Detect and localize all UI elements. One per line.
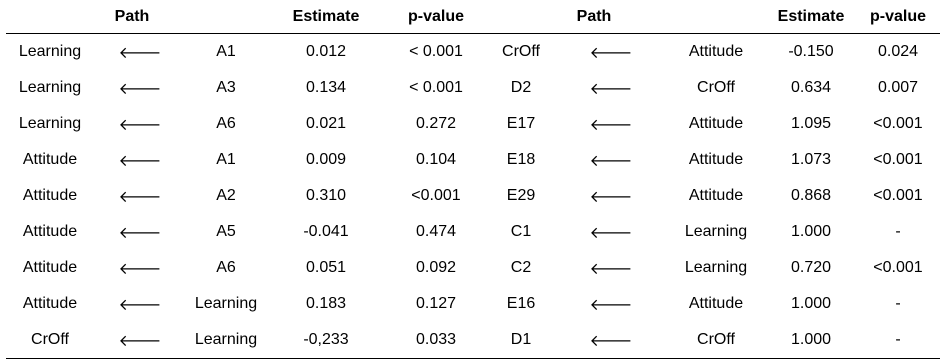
header-path-right: Path xyxy=(576,7,612,25)
left-predictor-cell: A5 xyxy=(216,223,236,240)
right-estimate-cell: 1.000 xyxy=(790,223,832,240)
right-estimate-cell: 1.000 xyxy=(790,295,832,312)
left-predictor-cell: A1 xyxy=(216,43,236,60)
table-row xyxy=(6,142,940,178)
left-estimate-cell: 0.134 xyxy=(305,79,347,96)
left-dependent-cell: Learning xyxy=(18,79,82,96)
right-pvalue-cell: - xyxy=(895,295,901,312)
left-dependent-cell: CrOff xyxy=(31,331,69,348)
table-row xyxy=(6,70,940,106)
path-estimates-table xyxy=(6,0,940,359)
left-pvalue-cell: 0.474 xyxy=(415,223,457,240)
left-pvalue-cell: <0.001 xyxy=(411,187,461,204)
right-arrow-icon: 🡐 xyxy=(589,223,633,242)
right-estimate-cell: 1.000 xyxy=(790,331,832,348)
right-dependent-cell: E29 xyxy=(506,187,536,204)
left-estimate-cell: 0.051 xyxy=(305,259,347,276)
right-pvalue-cell: <0.001 xyxy=(873,187,923,204)
right-predictor-cell: Attitude xyxy=(688,151,744,168)
right-predictor-cell: Attitude xyxy=(688,295,744,312)
table-row xyxy=(6,250,940,286)
header-path-left: Path xyxy=(114,7,150,25)
left-estimate-cell: -0,233 xyxy=(303,331,349,348)
right-dependent-cell: CrOff xyxy=(502,43,540,60)
left-predictor-cell: A6 xyxy=(216,259,236,276)
right-estimate-cell: 0.720 xyxy=(790,259,832,276)
left-predictor-cell: Learning xyxy=(194,295,258,312)
left-arrow-icon: 🡐 xyxy=(118,151,162,170)
table-row xyxy=(6,322,940,359)
left-estimate-cell: 0.310 xyxy=(305,187,347,204)
right-pvalue-cell: 0.024 xyxy=(877,43,919,60)
right-arrow-icon: 🡐 xyxy=(589,331,633,350)
right-predictor-cell: Learning xyxy=(684,223,748,240)
left-pvalue-cell: < 0.001 xyxy=(409,43,463,60)
left-estimate-cell: 0.021 xyxy=(305,115,347,132)
left-arrow-icon: 🡐 xyxy=(118,295,162,314)
right-dependent-cell: E17 xyxy=(506,115,536,132)
left-predictor-cell: A2 xyxy=(216,187,236,204)
table-header xyxy=(6,0,940,34)
left-predictor-cell: A6 xyxy=(216,115,236,132)
header-pvalue-left: p-value xyxy=(407,7,464,25)
left-estimate-cell: 0.009 xyxy=(305,151,347,168)
right-arrow-icon: 🡐 xyxy=(589,115,633,134)
left-dependent-cell: Attitude xyxy=(22,295,78,312)
header-pvalue-right: p-value xyxy=(869,7,926,25)
left-dependent-cell: Attitude xyxy=(22,259,78,276)
left-arrow-icon: 🡐 xyxy=(118,115,162,134)
right-dependent-cell: C2 xyxy=(510,259,532,276)
left-pvalue-cell: < 0.001 xyxy=(409,79,463,96)
header-empty xyxy=(666,0,766,34)
left-dependent-cell: Attitude xyxy=(22,223,78,240)
table-row xyxy=(6,286,940,322)
left-predictor-cell: Learning xyxy=(194,331,258,348)
left-dependent-cell: Learning xyxy=(18,115,82,132)
right-pvalue-cell: <0.001 xyxy=(873,115,923,132)
table-row xyxy=(6,178,940,214)
right-estimate-cell: 0.634 xyxy=(790,79,832,96)
left-arrow-icon: 🡐 xyxy=(118,43,162,62)
right-pvalue-cell: 0.007 xyxy=(877,79,919,96)
right-dependent-cell: E16 xyxy=(506,295,536,312)
right-predictor-cell: Attitude xyxy=(688,187,744,204)
left-pvalue-cell: 0.033 xyxy=(415,331,457,348)
left-estimate-cell: 0.183 xyxy=(305,295,347,312)
right-estimate-cell: 0.868 xyxy=(790,187,832,204)
right-pvalue-cell: <0.001 xyxy=(873,151,923,168)
left-dependent-cell: Attitude xyxy=(22,187,78,204)
right-estimate-cell: 1.095 xyxy=(790,115,832,132)
left-predictor-cell: A1 xyxy=(216,151,236,168)
left-pvalue-cell: 0.272 xyxy=(415,115,457,132)
right-predictor-cell: Learning xyxy=(684,259,748,276)
right-predictor-cell: Attitude xyxy=(688,43,744,60)
table-row xyxy=(6,34,940,71)
right-dependent-cell: E18 xyxy=(506,151,536,168)
table-row xyxy=(6,106,940,142)
left-arrow-icon: 🡐 xyxy=(118,259,162,278)
left-arrow-icon: 🡐 xyxy=(118,187,162,206)
right-predictor-cell: CrOff xyxy=(697,79,735,96)
table-row xyxy=(6,214,940,250)
header-estimate-left: Estimate xyxy=(292,7,360,25)
right-arrow-icon: 🡐 xyxy=(589,79,633,98)
right-estimate-cell: -0.150 xyxy=(788,43,834,60)
right-pvalue-cell: <0.001 xyxy=(873,259,923,276)
left-dependent-cell: Attitude xyxy=(22,151,78,168)
right-predictor-cell: CrOff xyxy=(697,331,735,348)
header-empty xyxy=(186,0,266,34)
left-estimate-cell: 0.012 xyxy=(305,43,347,60)
right-arrow-icon: 🡐 xyxy=(589,43,633,62)
left-arrow-icon: 🡐 xyxy=(118,223,162,242)
left-pvalue-cell: 0.092 xyxy=(415,259,457,276)
left-arrow-icon: 🡐 xyxy=(118,79,162,98)
right-estimate-cell: 1.073 xyxy=(790,151,832,168)
left-pvalue-cell: 0.104 xyxy=(415,151,457,168)
right-dependent-cell: D1 xyxy=(510,331,532,348)
right-predictor-cell: Attitude xyxy=(688,115,744,132)
right-arrow-icon: 🡐 xyxy=(589,151,633,170)
right-arrow-icon: 🡐 xyxy=(589,259,633,278)
right-arrow-icon: 🡐 xyxy=(589,187,633,206)
left-pvalue-cell: 0.127 xyxy=(415,295,457,312)
left-arrow-icon: 🡐 xyxy=(118,331,162,350)
right-dependent-cell: D2 xyxy=(510,79,532,96)
table-body xyxy=(6,34,940,359)
right-dependent-cell: C1 xyxy=(510,223,532,240)
right-pvalue-cell: - xyxy=(895,223,901,240)
right-pvalue-cell: - xyxy=(895,331,901,348)
left-estimate-cell: -0.041 xyxy=(303,223,349,240)
left-dependent-cell: Learning xyxy=(18,43,82,60)
header-estimate-right: Estimate xyxy=(777,7,845,25)
left-predictor-cell: A3 xyxy=(216,79,236,96)
right-arrow-icon: 🡐 xyxy=(589,295,633,314)
